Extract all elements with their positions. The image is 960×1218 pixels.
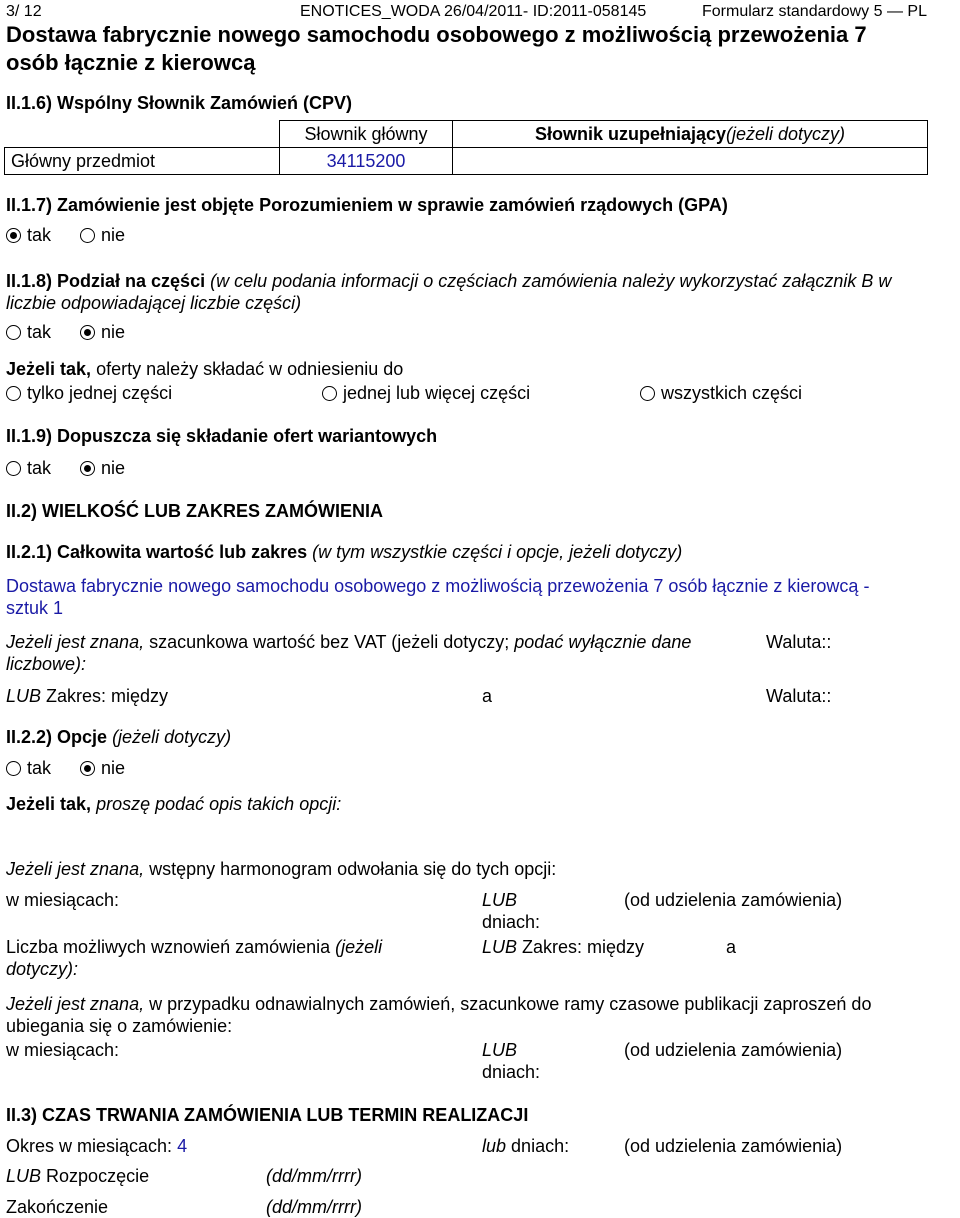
radio-unselected-icon (322, 386, 337, 401)
radio-unselected-icon (6, 461, 21, 476)
page-number: 3/ 12 (6, 3, 42, 20)
cpv-main-row (5, 148, 928, 175)
currency-label-2: Waluta:: (766, 686, 832, 706)
start-date-format: (dd/mm/rrrr) (266, 1166, 362, 1186)
renewals-label: Liczba możliwych wznowień zamówienia (jeżeli (6, 937, 383, 957)
options-if-yes-text: Jeżeli tak, proszę podać opis takich opcji: (6, 794, 342, 814)
options-from-award: (od udzielenia zamówienia) (624, 890, 843, 910)
duration-months-value: 4 (177, 1136, 188, 1156)
renewals-label-line2: dotyczy): (6, 959, 79, 979)
options-yes-option[interactable]: tak (6, 757, 51, 779)
notice-title-line1: Dostawa fabrycznie nowego samochodu osobowego z możliwością przewożenia 7 (6, 22, 867, 47)
lots-yes-option[interactable]: tak (6, 321, 51, 343)
cpv-code: 34115200 (326, 151, 406, 171)
duration-days: lub dniach: (482, 1136, 570, 1156)
radio-selected-icon (80, 461, 95, 476)
radio-unselected-icon (6, 386, 21, 401)
section-heading-cpv: II.1.6) Wspólny Słownik Zamówień (CPV) (6, 93, 353, 113)
cpv-header-row (5, 121, 928, 148)
section-heading-duration: II.3) CZAS TRWANIA ZAMÓWIENIA LUB TERMIN REALIZACJI (6, 1105, 529, 1125)
lots-note-line2: liczbie odpowiadającej liczbie części) (6, 293, 302, 313)
renewals-range: LUB Zakres: między (482, 937, 645, 957)
scope-description-line2: sztuk 1 (6, 598, 64, 618)
range-row: LUB Zakres: między (6, 686, 169, 706)
duration-months: Okres w miesiącach: 4 (6, 1136, 188, 1156)
section-heading-scope: II.2) WIELKOŚĆ LUB ZAKRES ZAMÓWIENIA (6, 501, 383, 521)
options-schedule-label: Jeżeli jest znana, wstępny harmonogram odwołania się do tych opcji: (6, 859, 557, 879)
end-date-label: Zakończenie (6, 1197, 109, 1217)
variants-yes-option[interactable]: tak (6, 457, 51, 479)
start-date-label: LUB Rozpoczęcie (6, 1166, 150, 1186)
radio-unselected-icon (80, 228, 95, 243)
section-heading-total-value: II.2.1) Całkowita wartość lub zakres (w tym wszystkie części i opcje, jeżeli dotyczy) (6, 542, 683, 562)
renewal-timeframe-label: Jeżeli jest znana, w przypadku odnawialnych zamówień, szacunkowe ramy czasowe publikacji zaproszeń do (6, 994, 872, 1014)
currency-label: Waluta:: (766, 632, 832, 652)
cpv-supp-cell (453, 148, 928, 175)
section-heading-gpa: II.1.7) Zamówienie jest objęte Porozumieniem w sprawie zamówień rządowych (GPA) (6, 195, 728, 215)
radio-unselected-icon (6, 325, 21, 340)
options-lub: LUB (482, 890, 518, 910)
renewal-timeframe-label-line2: ubiegania się o zamówienie: (6, 1016, 233, 1036)
gpa-yes-option[interactable]: tak (6, 224, 51, 246)
renewal-from-award: (od udzielenia zamówienia) (624, 1040, 843, 1060)
lots-opt-one[interactable]: tylko jednej części (6, 382, 172, 404)
scope-description-line1: Dostawa fabrycznie nowego samochodu osobowego z możliwością przewożenia 7 osób łącznie z kierowcą - (6, 576, 870, 596)
radio-selected-icon (6, 228, 21, 243)
lots-opt-one-or-more[interactable]: jednej lub więcej części (322, 382, 530, 404)
notice-id: ENOTICES_WODA 26/04/2011- ID:2011-058145 (300, 3, 647, 20)
radio-selected-icon (80, 325, 95, 340)
lots-opt-all[interactable]: wszystkich części (640, 382, 802, 404)
cpv-table (4, 120, 928, 175)
cpv-col-supp: Słownik uzupełniający(jeżeli dotyczy) (453, 121, 928, 148)
section-heading-options: II.2.2) Opcje (jeżeli dotyczy) (6, 727, 232, 747)
section-heading-lots: II.1.8) Podział na części (w celu podania informacji o częściach zamówienia należy wykorzystać załącznik B w (6, 271, 892, 291)
renewals-range-and: a (726, 937, 737, 957)
variants-no-option[interactable]: nie (80, 457, 125, 479)
estimated-value-label: Jeżeli jest znana, szacunkowa wartość bez VAT (jeżeli dotyczy; podać wyłącznie dane (6, 632, 692, 652)
section-heading-variants: II.1.9) Dopuszcza się składanie ofert wariantowych (6, 426, 438, 446)
renewal-months-label: w miesiącach: (6, 1040, 120, 1060)
lots-if-yes-text: Jeżeli tak, oferty należy składać w odniesieniu do (6, 359, 404, 379)
notice-title-line2: osób łącznie z kierowcą (6, 50, 256, 75)
options-days-label: dniach: (482, 912, 541, 932)
end-date-format: (dd/mm/rrrr) (266, 1197, 362, 1217)
estimated-value-label-line2: liczbowe): (6, 654, 87, 674)
lots-no-option[interactable]: nie (80, 321, 125, 343)
gpa-no-option[interactable]: nie (80, 224, 125, 246)
duration-from-award: (od udzielenia zamówienia) (624, 1136, 843, 1156)
cpv-row-label: Główny przedmiot (5, 148, 280, 175)
cpv-corner-cell (5, 121, 280, 148)
cpv-col-main: Słownik główny (280, 121, 453, 148)
renewal-days-label: dniach: (482, 1062, 541, 1082)
radio-unselected-icon (6, 761, 21, 776)
options-months-label: w miesiącach: (6, 890, 120, 910)
cpv-code-cell (280, 148, 453, 175)
range-and: a (482, 686, 493, 706)
radio-selected-icon (80, 761, 95, 776)
options-no-option[interactable]: nie (80, 757, 125, 779)
form-type: Formularz standardowy 5 — PL (702, 3, 927, 20)
radio-unselected-icon (640, 386, 655, 401)
renewal-lub: LUB (482, 1040, 518, 1060)
